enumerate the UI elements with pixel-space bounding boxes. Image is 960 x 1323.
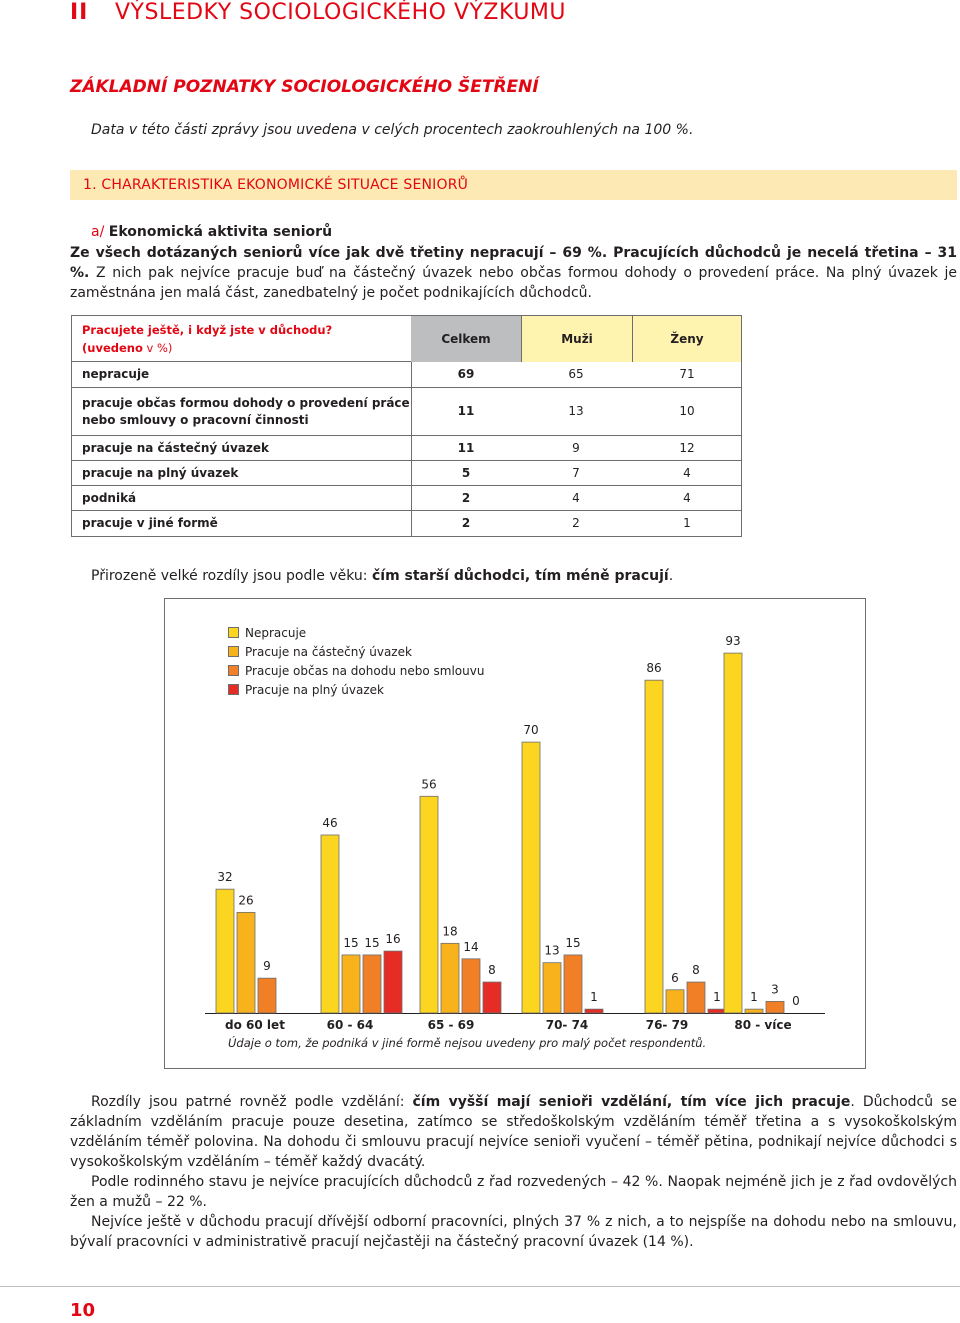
table-unit-bold: (uvedeno	[82, 341, 143, 355]
data-label: 32	[217, 870, 233, 885]
paragraph-education-start: Rozdíly jsou patrné rovněž podle vzdělání:	[91, 1094, 405, 1110]
bar-4-4	[585, 1009, 603, 1013]
legend-label: Pracuje na plný úvazek	[245, 682, 384, 697]
subheading	[91, 224, 332, 240]
data-label: 13	[544, 943, 560, 958]
cell-men: 4	[572, 491, 580, 505]
data-label: 16	[385, 932, 401, 947]
data-label: 14	[463, 939, 479, 954]
bar-2-2	[342, 955, 360, 1013]
bar-4-5	[708, 1009, 726, 1013]
legend-swatch	[228, 665, 239, 676]
paragraph-marital: Podle rodinného stavu je nejvíce pracujících důchodců z řad rozvedených – 42 %. Naopak nejméně jich je z řad ovdovělých žen a mužů – 22 %.	[70, 1174, 957, 1210]
cell-men: 9	[572, 441, 580, 455]
bar-1-2	[321, 835, 339, 1013]
legend-label: Nepracuje	[245, 625, 307, 640]
bar-2-1	[237, 912, 255, 1013]
category-label: do 60 let	[225, 1018, 285, 1032]
table-row	[72, 436, 741, 461]
data-label: 0	[792, 994, 800, 1008]
data-label: 15	[565, 935, 581, 950]
data-label: 56	[421, 777, 437, 792]
data-label: 15	[364, 935, 380, 950]
chart-legend	[228, 623, 484, 699]
age-bar-chart	[164, 598, 866, 1069]
heading-banner	[70, 170, 957, 200]
table-unit	[82, 341, 172, 355]
row-label: pracuje na plný úvazek	[82, 466, 239, 480]
paragraph-age	[91, 566, 673, 586]
paragraph-age-start: Přirozeně velké rozdíly jsou podle věku:	[91, 568, 368, 584]
data-label: 93	[725, 634, 741, 649]
legend-item	[228, 642, 484, 661]
bar-1-1	[216, 889, 234, 1013]
table-unit-rest: v %)	[146, 341, 173, 355]
legend-label: Pracuje na částečný úvazek	[245, 644, 412, 659]
row-label: nepracuje	[82, 367, 150, 381]
data-label: 8	[692, 963, 700, 978]
table-question: Pracujete ještě, i když jste v důchodu?	[82, 323, 333, 337]
table-header	[72, 316, 741, 362]
cell-total: 5	[461, 466, 471, 480]
work-table	[71, 315, 742, 537]
bar-1-5	[645, 680, 663, 1013]
paragraph-age-bold: čím starší důchodci, tím méně pracují	[371, 568, 669, 584]
chart-note: Údaje o tom, že podniká v jiné formě nejsou uvedeny pro malý počet respondentů.	[228, 1036, 707, 1050]
cell-women: 71	[679, 367, 695, 381]
data-label: 1	[750, 990, 758, 1005]
bar-1-3	[420, 796, 438, 1013]
paragraph-activity-bold: Ze všech dotázaných seniorů více jak dvě třetiny nepracují – 69 %. Pracujících důchodců je necelá třetina – 31 %.	[70, 245, 957, 281]
table-row	[72, 388, 741, 436]
category-label: 80 - více	[734, 1018, 792, 1032]
paragraph-age-end: .	[668, 568, 674, 584]
row-label: pracuje občas formou dohody o provedení práce	[82, 396, 410, 410]
cell-men: 65	[568, 367, 584, 381]
data-label: 26	[238, 893, 254, 908]
legend-swatch	[228, 646, 239, 657]
section-title: ZÁKLADNÍ POZNATKY SOCIOLOGICKÉHO ŠETŘENÍ	[70, 77, 539, 97]
legend-label: Pracuje občas na dohodu nebo smlouvu	[245, 663, 485, 678]
chapter-title: VÝSLEDKY SOCIOLOGICKÉHO VÝZKUMU	[115, 0, 567, 25]
paragraph-education-bold: čím vyšší mají senioři vzdělání, tím více jich pracuje	[412, 1094, 851, 1110]
cell-women: 12	[679, 441, 695, 455]
row-label: podniká	[82, 491, 137, 505]
bar-3-1	[258, 978, 276, 1013]
bar-1-6	[724, 653, 742, 1013]
data-label: 46	[322, 815, 338, 830]
bar-3-3	[462, 959, 480, 1013]
table-row	[72, 362, 741, 388]
cell-total: 2	[461, 516, 471, 530]
legend-swatch	[228, 684, 239, 695]
bar-3-6	[766, 1001, 784, 1013]
intro-note: Data v této části zprávy jsou uvedena v celých procentech zaokrouhlených na 100 %.	[91, 122, 694, 138]
data-label: 15	[343, 935, 359, 950]
paragraph-activity	[70, 243, 957, 303]
cell-women: 10	[679, 404, 695, 418]
bar-3-4	[564, 955, 582, 1013]
cell-women: 4	[683, 491, 691, 505]
paragraph-profession: Nejvíce ještě v důchodu pracují dřívější odborní pracovníci, plných 37 % z nich, a to nejspíše na dohodu nebo na smlouvu, bývalí pracovníci v administrativě pracují nejčastěji na částečný pracovní úvazek (14 %).	[70, 1214, 957, 1250]
bar-3-2	[363, 955, 381, 1013]
subheading-title: Ekonomická aktivita seniorů	[108, 224, 333, 240]
table-row	[72, 511, 741, 536]
page-number: 10	[70, 1300, 96, 1321]
data-label: 8	[488, 963, 496, 978]
row-label: pracuje v jiné formě	[82, 516, 218, 530]
bar-4-2	[384, 951, 402, 1013]
footer-divider	[0, 1286, 960, 1287]
chapter-number: II	[70, 0, 89, 25]
cell-men: 2	[572, 516, 580, 530]
paragraph-activity-rest: Z nich pak nejvíce pracuje buď na částečný úvazek nebo občas formou dohody o provedení práce. Na plný úvazek je zaměstnána jen malá část, zanedbatelný je počet podnikajících důchodců.	[70, 265, 958, 301]
cell-women: 4	[683, 466, 691, 480]
bar-1-4	[522, 742, 540, 1013]
category-label: 65 - 69	[427, 1018, 475, 1032]
heading-text: 1. CHARAKTERISTIKA EKONOMICKÉ SITUACE SENIORŮ	[83, 177, 469, 193]
cell-total: 11	[457, 441, 475, 455]
data-label: 1	[590, 990, 598, 1005]
row-label-line2: nebo smlouvy o pracovní činnosti	[82, 413, 309, 427]
category-label: 70- 74	[545, 1018, 589, 1032]
bar-2-4	[543, 963, 561, 1013]
legend-swatch	[228, 627, 239, 638]
cell-men: 7	[572, 466, 580, 480]
row-label: pracuje na částečný úvazek	[82, 441, 269, 455]
data-label: 3	[771, 982, 779, 997]
cell-women: 1	[683, 516, 691, 530]
category-label: 60 - 64	[326, 1018, 374, 1032]
cell-men: 13	[568, 404, 584, 418]
subheading-prefix: a/	[91, 224, 105, 240]
legend-item	[228, 623, 484, 642]
data-label: 86	[646, 661, 662, 676]
paragraph-education-rest: . Důchodců se základním vzděláním pracuje pouze desetina, zatímco se středoškolským vzděláním téměř třetina a s vysokoškolským vzděláním téměř polovina. Na dohodu či smlouvu pracují nejvíce senioři vyučení – téměř pětina, podnikají nejvíce důchodci s vysokoškolským vzděláním – téměř každý dvacátý.	[70, 1094, 957, 1170]
column-header-women: Ženy	[632, 316, 741, 362]
category-label: 76- 79	[645, 1018, 689, 1032]
table-row	[72, 461, 741, 486]
cell-total: 2	[461, 491, 471, 505]
column-header-total: Celkem	[411, 316, 521, 362]
table-row	[72, 486, 741, 511]
bar-3-5	[687, 982, 705, 1013]
data-label: 18	[442, 924, 458, 939]
cell-total: 11	[457, 404, 475, 418]
legend-item	[228, 680, 484, 699]
bar-2-6	[745, 1009, 763, 1013]
data-label: 70	[523, 723, 539, 738]
data-label: 9	[263, 959, 271, 974]
data-label: 1	[713, 990, 721, 1005]
bar-2-3	[441, 943, 459, 1013]
bar-2-5	[666, 990, 684, 1013]
legend-item	[228, 661, 484, 680]
data-label: 6	[671, 970, 679, 985]
bar-4-3	[483, 982, 501, 1013]
paragraph-education	[70, 1092, 957, 1172]
cell-total: 69	[457, 367, 475, 381]
column-header-men: Muži	[521, 316, 632, 362]
